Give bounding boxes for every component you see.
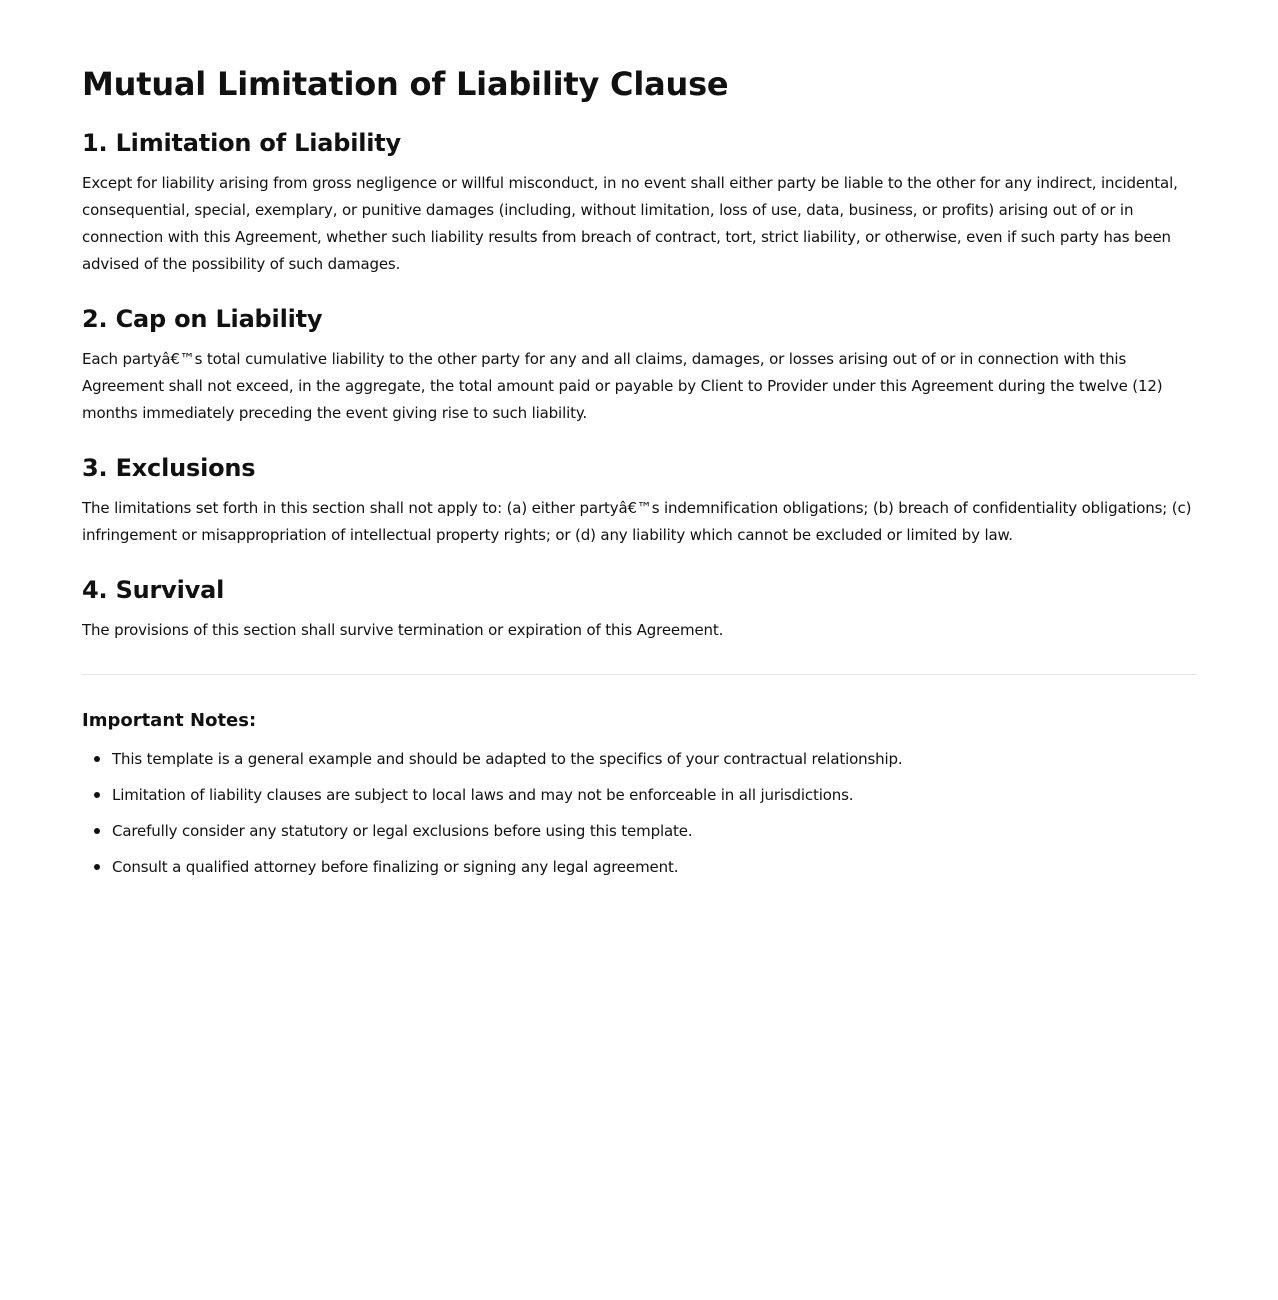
section-heading: 4. Survival [82,576,225,604]
section-body: The provisions of this section shall survive termination or expiration of this Agreement. [82,621,724,639]
section-cap-on-liability [82,304,1196,427]
list-item-text: Consult a qualified attorney before finalizing or signing any legal agreement. [112,858,679,876]
section-exclusions [82,453,1196,549]
section-heading: 2. Cap on Liability [82,305,323,333]
section-heading: 1. Limitation of Liability [82,129,401,157]
section-limitation-of-liability [82,128,1196,278]
notes-heading: Important Notes: [82,710,257,731]
document [82,0,1196,877]
section-body: The limitations set forth in this section shall not apply to: (a) either partyâ€™s indemnification obligations; (b) breach of confidentiality obligations; (c) infringement or misappropriation of intellectual property rights; or (d) any liability which cannot be excluded or limited by law. [82,499,1192,544]
list-item [112,749,1196,769]
section-body: Except for liability arising from gross negligence or willful misconduct, in no event shall either party be liable to the other for any indirect, incidental, consequential, special, exemplary, or punitive damages (including, without limitation, loss of use, data, business, or profits) arising out of or in connection with this Agreement, whether such liability results from breach of contract, tort, strict liability, or otherwise, even if such party has been advised of the possibility of such damages. [82,174,1178,273]
bullet-icon [94,828,100,834]
list-item [112,785,1196,805]
notes-list [82,749,1196,877]
list-item [112,821,1196,841]
important-notes [82,709,1196,877]
bullet-icon [94,756,100,762]
bullet-icon [94,792,100,798]
section-heading: 3. Exclusions [82,454,256,482]
list-item-text: Carefully consider any statutory or legal exclusions before using this template. [112,822,693,840]
bullet-icon [94,864,100,870]
page-title: Mutual Limitation of Liability Clause [82,65,729,103]
divider [82,674,1196,675]
list-item [112,857,1196,877]
section-survival [82,575,1196,644]
section-body: Each partyâ€™s total cumulative liability to the other party for any and all claims, damages, or losses arising out of or in connection with this Agreement shall not exceed, in the aggregate, the total amount paid or payable by Client to Provider under this Agreement during the twelve (12) months immediately preceding the event giving rise to such liability. [82,350,1163,422]
list-item-text: Limitation of liability clauses are subject to local laws and may not be enforceable in all jurisdictions. [112,786,854,804]
list-item-text: This template is a general example and should be adapted to the specifics of your contractual relationship. [112,750,903,768]
